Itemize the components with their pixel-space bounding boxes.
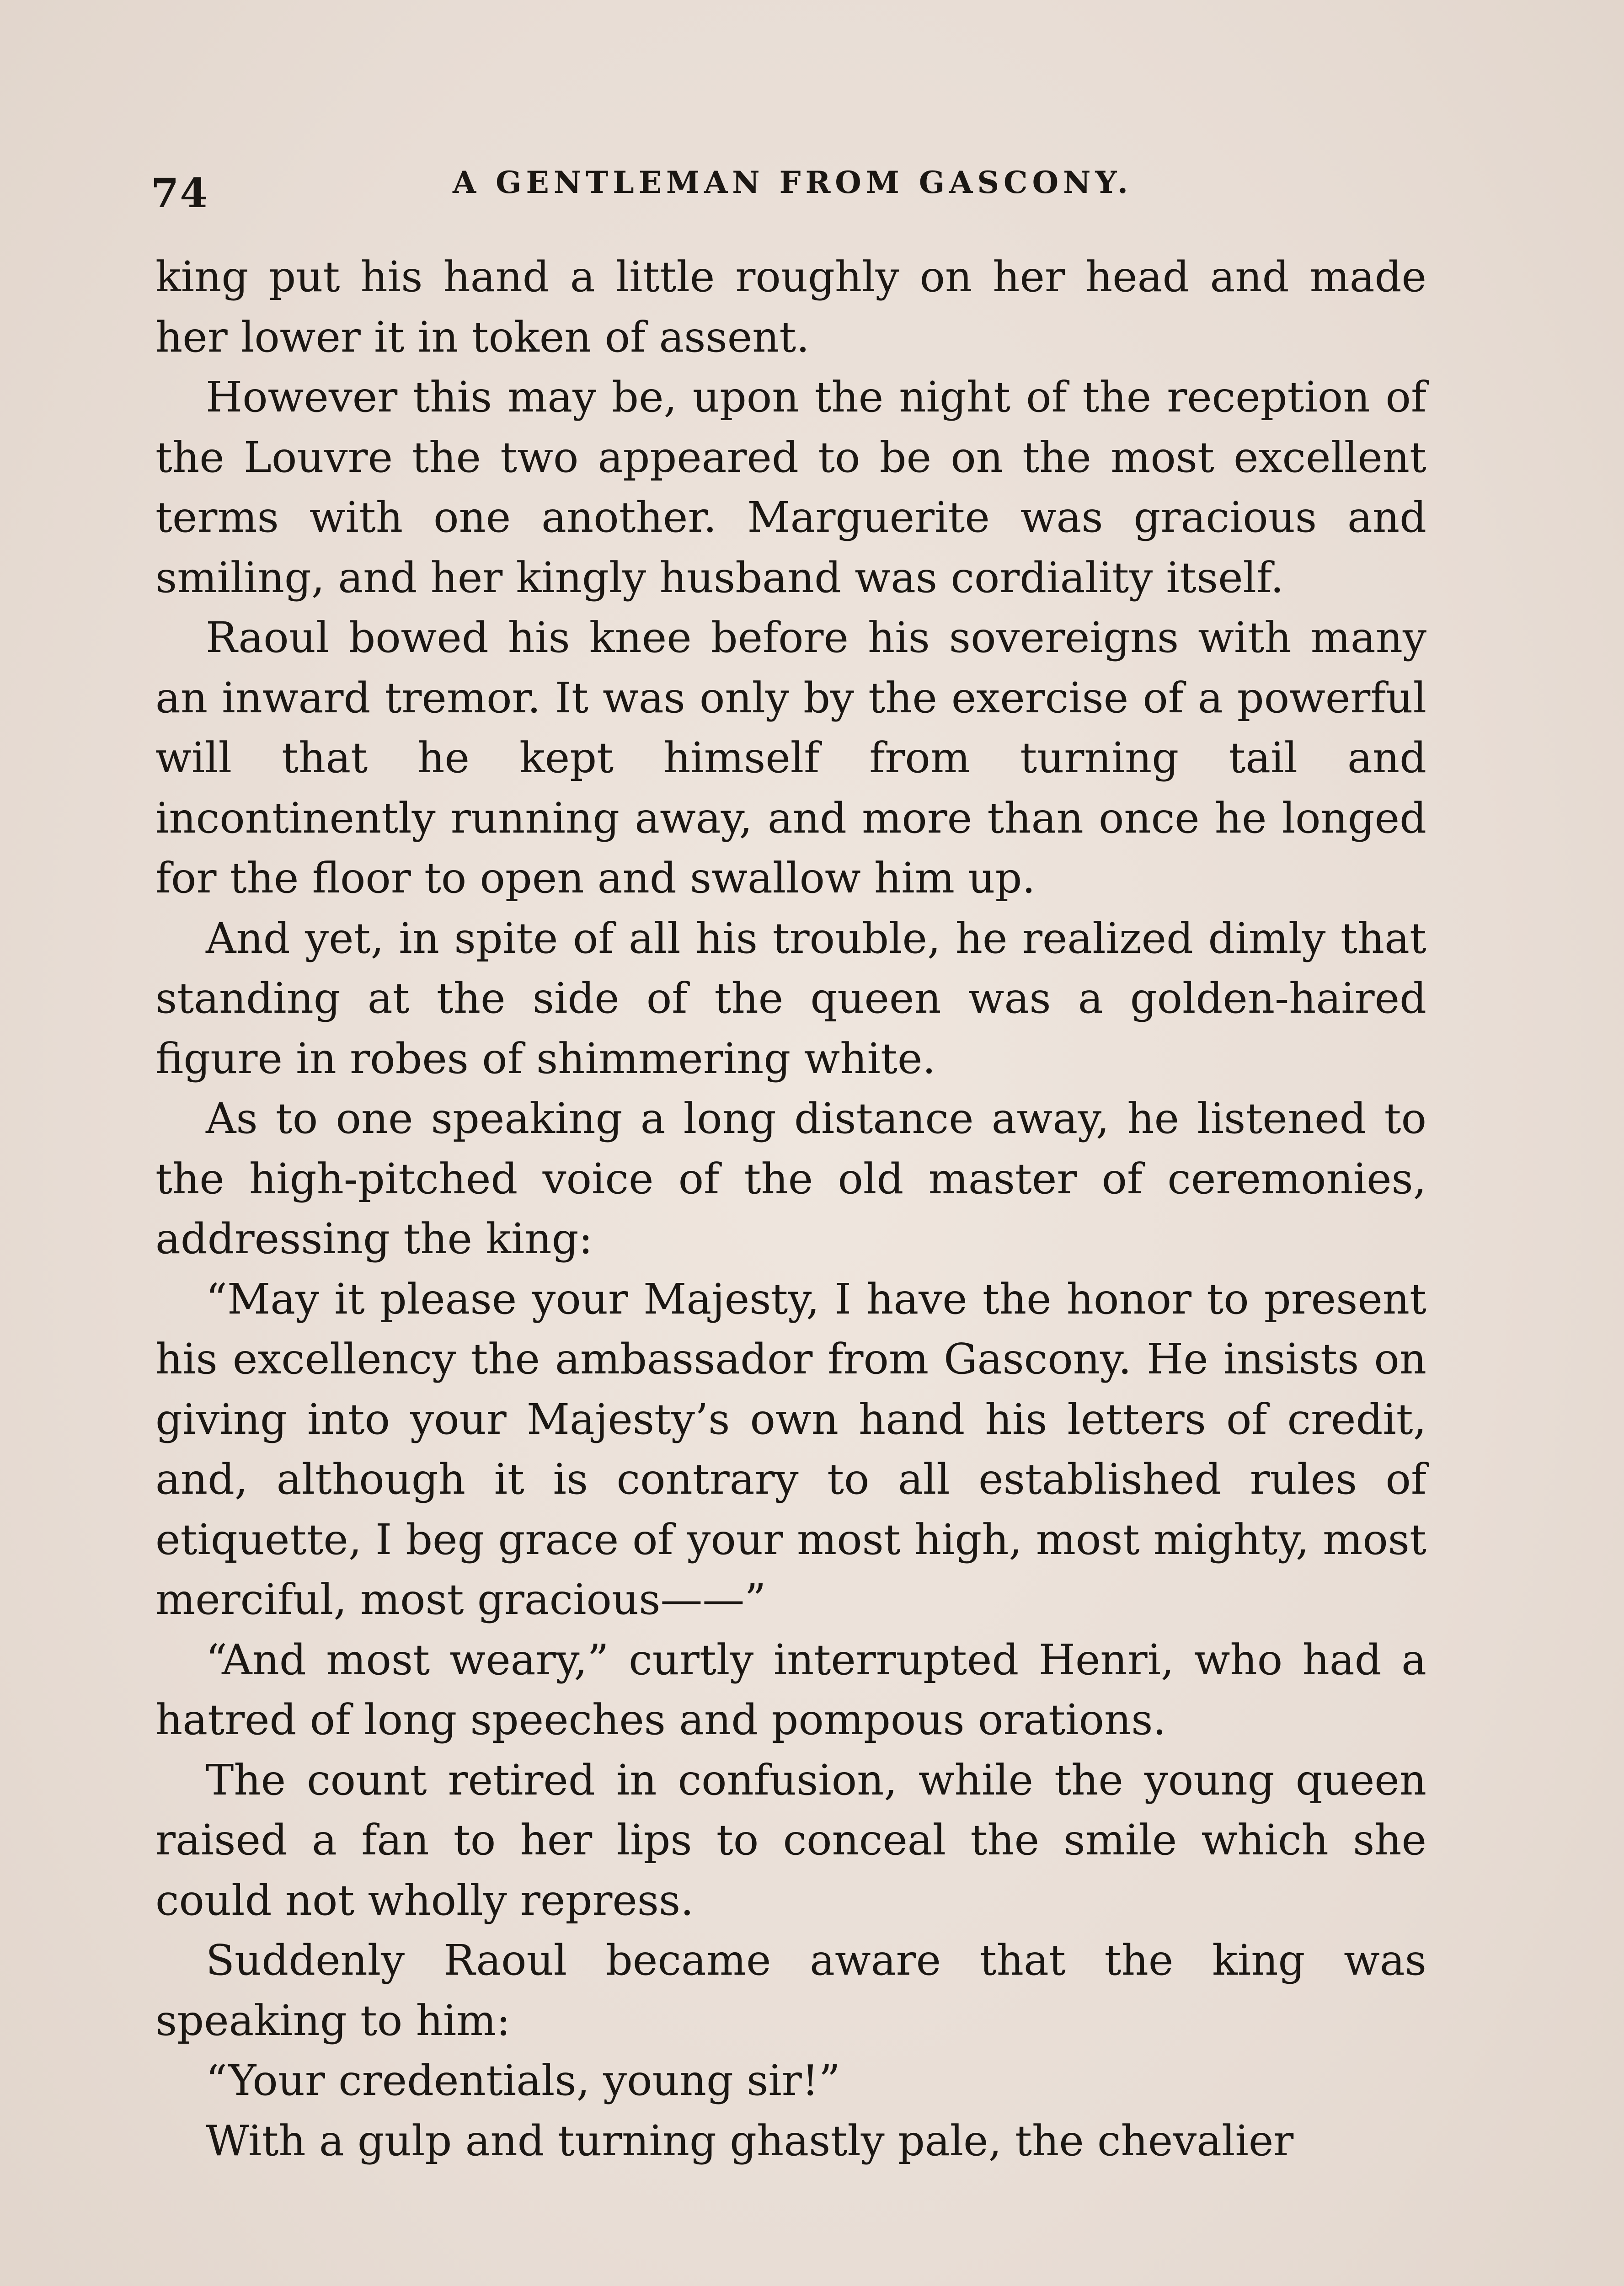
paragraph: “And most weary,” curtly interrupted Henri, who had a hatred of long speeches and pompous orations. <box>155 1635 1426 1744</box>
paragraph: However this may be, upon the night of the reception of the Louvre the two appeared to be on the most excellent terms with one another. Marguerite was gracious and smiling, and her kingly husband was cordiality itself. <box>155 373 1426 602</box>
paragraph: As to one speaking a long distance away, he listened to the high-pitched voice of the old master of ceremonies, addressing the king: <box>155 1094 1426 1263</box>
paragraph: Suddenly Raoul became aware that the king was speaking to him: <box>155 1936 1426 2045</box>
paragraph: And yet, in spite of all his trouble, he realized dimly that standing at the side of the queen was a golden-haired figure in robes of shimmering white. <box>155 913 1426 1083</box>
body-text <box>155 247 1426 2171</box>
paragraph: The count retired in confusion, while the young queen raised a fan to her lips to conceal the smile which she could not wholly repress. <box>155 1755 1426 1925</box>
paragraph: Raoul bowed his knee before his sovereigns with many an inward tremor. It was only by the exercise of a powerful will that he kept himself from turning tail and incontinently running away, and more than once he longed for the floor to open and swallow him up. <box>155 613 1426 903</box>
paragraph: With a gulp and turning ghastly pale, the chevalier <box>206 2116 1294 2165</box>
page-number: 74 <box>151 169 209 217</box>
paragraph: “Your credentials, young sir!” <box>206 2056 840 2105</box>
paragraph: “May it please your Majesty, I have the honor to present his excellency the ambassador from Gascony. He insists on giving into your Majesty’s own hand his letters of credit, and, although it is contrary to all established rules of etiquette, I beg grace of your most high, most mighty, most merciful, most gracious——” <box>155 1274 1426 1624</box>
paragraph: king put his hand a little roughly on her head and made her lower it in token of assent. <box>155 252 1426 362</box>
page-header <box>151 165 1426 219</box>
running-head: A GENTLEMAN FROM GASCONY. <box>453 165 1133 200</box>
